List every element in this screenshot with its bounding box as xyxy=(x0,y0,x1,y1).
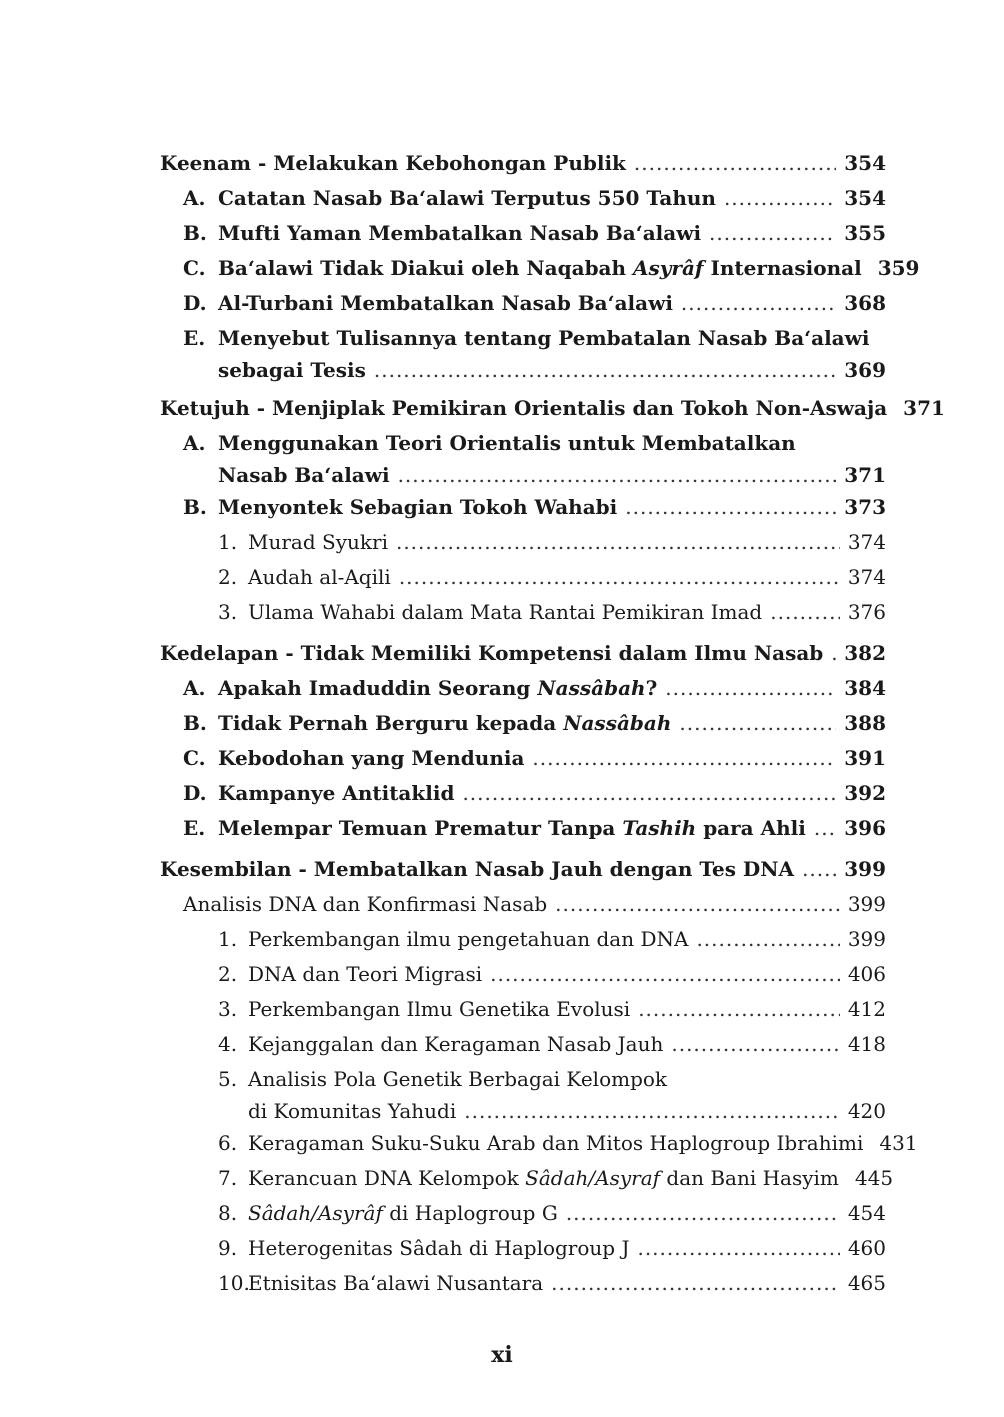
leader-dots xyxy=(398,461,837,490)
toc-entry[interactable]: D. Al-Turbani Membatalkan Nasab Ba‘alawi ..... 368 xyxy=(160,286,886,321)
leader-dots xyxy=(770,595,840,630)
leader-dots xyxy=(566,1196,840,1231)
toc-entry[interactable]: E. Melempar Temuan Prematur Tanpa Tashih para Ahli ..... 396 xyxy=(160,811,886,846)
page-number: 406 xyxy=(847,962,886,986)
page-number: 399 xyxy=(847,927,886,951)
leader-dots xyxy=(396,525,840,560)
page-number: 384 xyxy=(844,676,886,700)
page-number: 396 xyxy=(844,816,886,840)
toc-entry[interactable]: D. Kampanye Antitaklid ..... 392 xyxy=(160,776,886,811)
toc-subentry[interactable]: 1. Murad Syukri ..... 374 xyxy=(160,525,886,560)
page-number: 371 xyxy=(844,463,886,487)
page-number: 371 xyxy=(903,396,945,420)
toc-chapter-kesembilan[interactable] xyxy=(160,852,886,887)
toc-entry[interactable]: E. Menyebut Tulisannya tentang Pembatalan Nasab Ba‘alawi xyxy=(183,326,870,350)
leader-dots xyxy=(814,811,836,846)
table-of-contents xyxy=(160,146,945,1301)
page-number: 369 xyxy=(844,358,886,382)
page-number: 374 xyxy=(847,530,886,554)
page-number: 359 xyxy=(877,256,920,280)
page-number: 445 xyxy=(854,1166,894,1190)
leader-dots xyxy=(399,560,840,595)
toc-subentry[interactable]: 10. Etnisitas Ba‘alawi Nusantara ..... 465 xyxy=(160,1266,886,1301)
page-number: 465 xyxy=(847,1271,886,1295)
page-number: 373 xyxy=(844,495,886,519)
toc-subentry-continuation[interactable]: di Komunitas Yahudi ..... 420 xyxy=(160,1097,886,1126)
chapter-title: Ketujuh - Menjiplak Pemikiran Orientalis dan Tokoh Non-Aswaja xyxy=(160,396,888,420)
chapter-title: Kedelapan - Tidak Memiliki Kompetensi dalam Ilmu Nasab xyxy=(160,641,824,665)
page-number: 354 xyxy=(844,186,886,210)
toc-subentry[interactable]: 4. Kejanggalan dan Keragaman Nasab Jauh ..... 418 xyxy=(160,1027,886,1062)
toc-entry[interactable]: C. Kebodohan yang Mendunia ..... 391 xyxy=(160,741,886,776)
toc-chapter-ketujuh[interactable] xyxy=(160,391,945,426)
toc-chapter-keenam[interactable] xyxy=(160,146,886,181)
leader-dots xyxy=(831,636,836,671)
chapter-title: Kesembilan - Membatalkan Nasab Jauh dengan Tes DNA xyxy=(160,857,795,881)
leader-dots xyxy=(671,1027,839,1062)
page-folio: xi xyxy=(491,1342,513,1368)
page-number: 382 xyxy=(844,641,886,665)
toc-subentry[interactable]: 3. Perkembangan Ilmu Genetika Evolusi ..... 412 xyxy=(160,992,886,1027)
leader-dots xyxy=(634,146,836,181)
page-number: 355 xyxy=(844,221,886,245)
toc-subentry[interactable]: 8. Sâdah/Asyrâf di Haplogroup G ..... 454 xyxy=(160,1196,886,1231)
toc-subentry[interactable]: 6. Keragaman Suku-Suku Arab dan Mitos Haplogroup Ibrahimi 431 xyxy=(160,1126,886,1161)
toc-subentry[interactable]: 2. Audah al-Aqili ..... 374 xyxy=(160,560,886,595)
leader-dots xyxy=(625,490,836,525)
page-number: 354 xyxy=(844,151,886,175)
leader-dots xyxy=(464,1097,840,1126)
page-number: 388 xyxy=(844,711,886,735)
leader-dots xyxy=(665,671,836,706)
leader-dots xyxy=(462,776,836,811)
leader-dots xyxy=(490,957,840,992)
leader-dots xyxy=(679,706,836,741)
toc-subentry[interactable]: 3. Ulama Wahabi dalam Mata Rantai Pemikiran Imad ..... 376 xyxy=(160,595,886,630)
page-number: 391 xyxy=(844,746,886,770)
toc-entry-continuation[interactable]: sebagai Tesis ..... 369 xyxy=(160,356,886,385)
page-number: 420 xyxy=(847,1099,886,1123)
toc-subentry[interactable]: 9. Heterogenitas Sâdah di Haplogroup J ..... 460 xyxy=(160,1231,886,1266)
toc-section-heading[interactable]: Analisis DNA dan Konfirmasi Nasab ..... 399 xyxy=(160,887,886,922)
toc-subentry[interactable]: 1. Perkembangan ilmu pengetahuan dan DNA ..... 399 xyxy=(160,922,886,957)
chapter-title: Keenam - Melakukan Kebohongan Publik xyxy=(160,151,626,175)
page-number: 392 xyxy=(844,781,886,805)
page-number: 460 xyxy=(847,1236,886,1260)
toc-entry[interactable]: B. Menyontek Sebagian Tokoh Wahabi ..... 373 xyxy=(160,490,886,525)
toc-chapter-kedelapan[interactable] xyxy=(160,636,886,671)
toc-entry[interactable]: C. Ba‘alawi Tidak Diakui oleh Naqabah Asyrâf Internasional 359 xyxy=(160,251,886,286)
page-number: 454 xyxy=(847,1201,886,1225)
toc-entry[interactable]: A. Apakah Imaduddin Seorang Nassâbah? ..... 384 xyxy=(160,671,886,706)
page-number: 376 xyxy=(847,600,886,624)
toc-entry[interactable]: B. Tidak Pernah Berguru kepada Nassâbah ..... 388 xyxy=(160,706,886,741)
toc-entry-continuation[interactable]: Nasab Ba‘alawi ..... 371 xyxy=(160,461,886,490)
leader-dots xyxy=(696,922,839,957)
toc-subentry[interactable]: 2. DNA dan Teori Migrasi ..... 406 xyxy=(160,957,886,992)
page-number: 399 xyxy=(847,892,886,916)
toc-entry[interactable]: B. Mufti Yaman Membatalkan Nasab Ba‘alawi ..... 355 xyxy=(160,216,886,251)
leader-dots xyxy=(374,356,836,385)
page-number: 374 xyxy=(847,565,886,589)
leader-dots xyxy=(555,887,840,922)
leader-dots xyxy=(551,1266,840,1301)
page-number: 399 xyxy=(844,857,886,881)
page-number: 431 xyxy=(879,1131,918,1155)
leader-dots xyxy=(709,216,836,251)
toc-entry[interactable]: A. Menggunakan Teori Orientalis untuk Membatalkan xyxy=(183,431,796,455)
page-number: 412 xyxy=(847,997,886,1021)
leader-dots xyxy=(637,1231,839,1266)
toc-subentry[interactable]: 5. Analisis Pola Genetik Berbagai Kelompok xyxy=(218,1067,668,1091)
leader-dots xyxy=(681,286,836,321)
toc-subentry[interactable]: 7. Kerancuan DNA Kelompok Sâdah/Asyraf dan Bani Hasyim 445 xyxy=(160,1161,886,1196)
toc-entry[interactable]: A. Catatan Nasab Ba‘alawi Terputus 550 Tahun ..... 354 xyxy=(160,181,886,216)
leader-dots xyxy=(638,992,840,1027)
page-number: 418 xyxy=(847,1032,886,1056)
leader-dots xyxy=(532,741,836,776)
leader-dots xyxy=(802,852,836,887)
page-number: 368 xyxy=(844,291,886,315)
leader-dots xyxy=(724,181,836,216)
